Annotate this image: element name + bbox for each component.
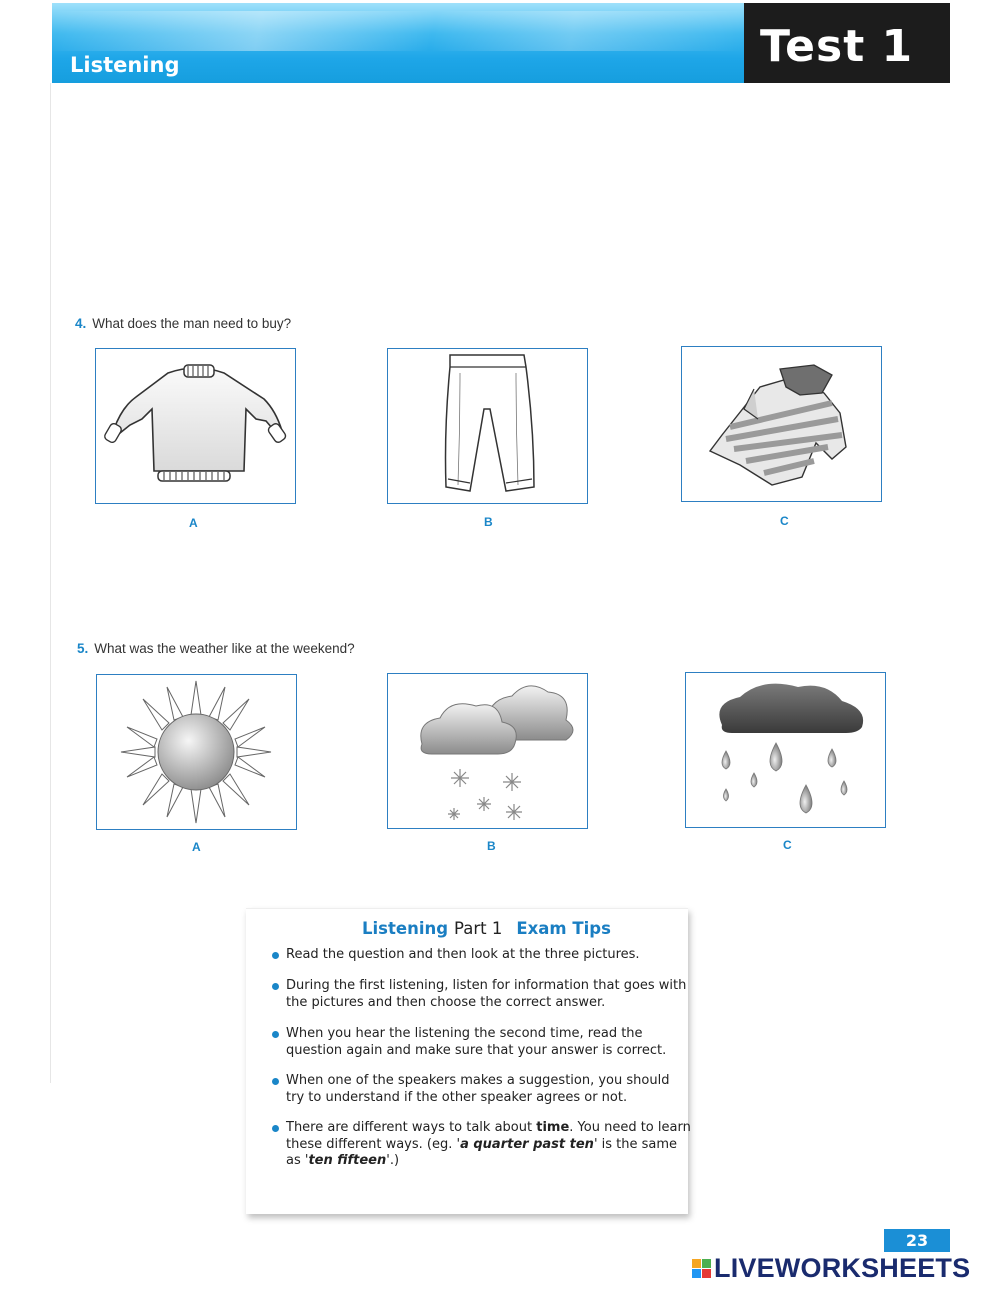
tip-text: . You need to learn these different ways. (eg. ' [286, 1120, 691, 1152]
option-4a-picture[interactable] [95, 348, 296, 504]
question-5 [77, 641, 355, 656]
option-label-5c: C [783, 838, 792, 852]
tip-text: Read the question and then look at the three pictures. [286, 947, 640, 962]
tip-example: ten fifteen [308, 1153, 387, 1168]
tip-example: a quarter past ten [460, 1136, 594, 1152]
option-label-4b: B [484, 515, 493, 529]
question-number: 4. [75, 316, 87, 331]
tip-item [272, 1026, 691, 1059]
page-number: 23 [884, 1229, 950, 1252]
tips-title-part: Part 1 [454, 919, 503, 938]
tip-text: When one of the speakers makes a suggestion, you should try to understand if the other speaker agrees or not. [286, 1073, 670, 1105]
tips-title-exam-tips: Exam Tips [516, 919, 611, 938]
tip-text: There are different ways to talk about [286, 1120, 537, 1135]
trousers-icon [388, 349, 587, 503]
option-label-5a: A [192, 840, 201, 854]
liveworksheets-logo-icon [692, 1259, 712, 1279]
sweater-icon [96, 349, 295, 503]
sun-icon [97, 675, 296, 829]
tip-text: '.) [386, 1153, 400, 1168]
question-4 [75, 316, 291, 331]
exam-tips-title [362, 919, 611, 938]
page-margin-line [50, 83, 51, 1083]
option-4c-picture[interactable] [681, 346, 882, 502]
striped-shirt-icon [682, 347, 881, 501]
tip-item [272, 978, 691, 1011]
rain-cloud-icon [686, 673, 885, 827]
bullet-icon [272, 983, 279, 990]
snow-cloud-icon [388, 674, 587, 828]
option-label-4c: C [780, 514, 789, 528]
tip-item [272, 1120, 691, 1170]
section-title: Listening [70, 53, 180, 77]
option-label-4a: A [189, 516, 198, 530]
exam-tips-box [246, 908, 691, 1214]
option-5b-picture[interactable] [387, 673, 588, 829]
bullet-icon [272, 1031, 279, 1038]
bullet-icon [272, 952, 279, 959]
option-5a-picture[interactable] [96, 674, 297, 830]
bullet-icon [272, 1125, 279, 1132]
option-4b-picture[interactable] [387, 348, 588, 504]
liveworksheets-brand: LIVEWORKSHEETS [714, 1253, 971, 1283]
option-label-5b: B [487, 839, 496, 853]
question-text: What does the man need to buy? [92, 316, 292, 331]
option-5c-picture[interactable] [685, 672, 886, 828]
question-text: What was the weather like at the weekend? [94, 641, 355, 656]
tip-item [272, 1073, 691, 1106]
test-label-box [744, 3, 950, 83]
bullet-icon [272, 1078, 279, 1085]
test-label: Test 1 [760, 21, 914, 72]
tip-item [272, 947, 691, 964]
section-header-bar [52, 3, 744, 83]
tip-text: ' is the same as ' [286, 1136, 678, 1168]
tip-keyword: time [536, 1120, 570, 1135]
tip-text: When you hear the listening the second time, read the question again and make sure that your answer is correct. [286, 1026, 667, 1058]
tip-text: During the first listening, listen for information that goes with the pictures and then choose the correct answer. [286, 978, 687, 1010]
tips-title-listening: Listening [362, 919, 449, 938]
header-highlight [52, 11, 744, 51]
question-number: 5. [77, 641, 89, 656]
